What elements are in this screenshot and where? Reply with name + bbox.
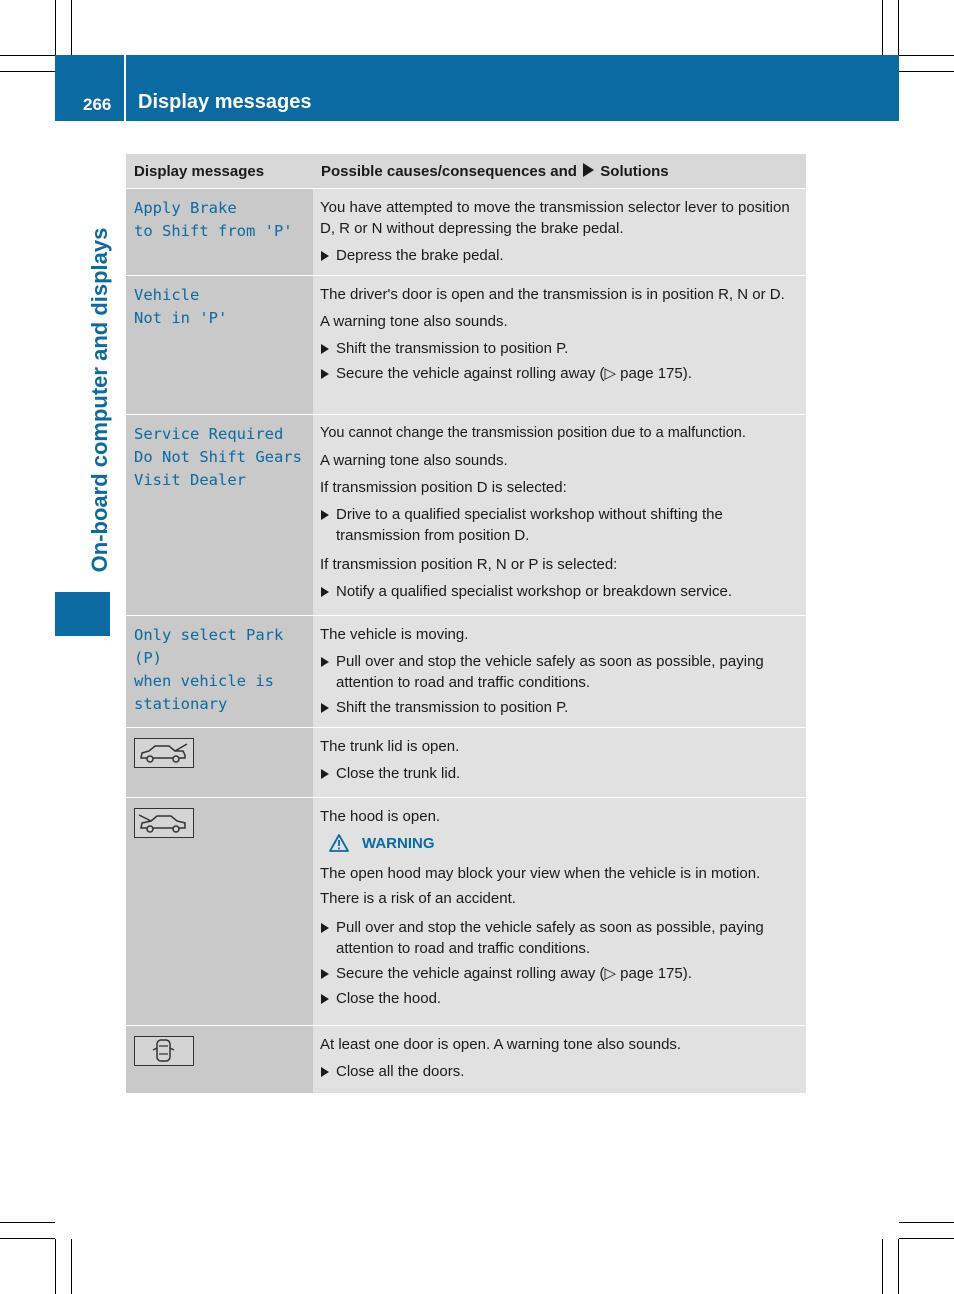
display-message: Only select Park (P) when vehicle is stationary [134,626,284,713]
warning-text: The open hood may block your view when the vehicle is in motion. There is a risk of an accident. [320,865,761,907]
table-row [126,276,806,415]
solution-step: Close the hood. [320,988,799,1009]
crop-mark [899,71,954,72]
message-cell [126,276,313,414]
trunk-open-icon [134,738,194,768]
display-message: Vehicle Not in 'P' [134,286,228,327]
column-header-solutions-text: Solutions [600,163,669,180]
crop-mark [882,0,883,55]
message-cell [126,616,313,727]
table-header [126,154,806,189]
cause-text: The trunk lid is open. [320,738,460,755]
table-row [126,728,806,798]
display-messages-table [126,154,806,1093]
crop-mark [882,1239,883,1294]
cause-text: If transmission position R, N or P is selected: [320,556,618,573]
crop-mark [0,71,55,72]
message-cell [126,728,313,797]
crop-mark [0,1238,55,1239]
cause-text: The driver's door is open and the transmission is in position R, N or D. [320,286,785,303]
crop-mark [898,1239,899,1294]
solution-step: Pull over and stop the vehicle safely as soon as possible, paying attention to road and traffic conditions. [320,917,799,959]
table-row [126,798,806,1026]
message-cell [126,1026,313,1093]
table-row [126,415,806,616]
display-message: Service Required Do Not Shift Gears Visit Dealer [134,425,302,489]
column-header-causes-text: Possible causes/consequences and [321,163,577,180]
description-cell [313,616,806,727]
description-cell [313,1026,806,1093]
cause-text: The hood is open. [320,808,441,825]
crop-mark [899,1222,954,1223]
message-cell [126,415,313,615]
hood-open-icon [134,808,194,838]
display-message: Apply Brake to Shift from 'P' [134,199,293,240]
crop-mark [71,0,72,55]
crop-mark [899,1238,954,1239]
description-cell [313,798,806,1025]
crop-mark [0,55,55,56]
crop-mark [55,1239,56,1294]
message-cell [126,798,313,1025]
table-row [126,189,806,276]
description-cell [313,189,806,275]
page-header [55,55,899,121]
chapter-label: On-board computer and displays [87,227,112,573]
warning-heading [328,833,799,853]
solution-step: Shift the transmission to position P. [320,697,799,718]
column-header-messages: Display messages [134,163,265,180]
warning-label: WARNING [362,834,435,852]
cause-text: A warning tone also sounds. [320,452,508,469]
crop-mark [898,0,899,55]
table-row [126,616,806,728]
page-number: 266 [83,95,112,114]
cause-text: A warning tone also sounds. [320,313,508,330]
section-title: Display messages [138,91,312,113]
crop-mark [899,55,954,56]
solution-step: Shift the transmission to position P. [320,338,799,359]
description-cell [313,728,806,797]
column-header-causes [313,154,806,188]
header-divider [124,55,126,121]
crop-mark [0,1222,55,1223]
solution-arrow-icon [583,163,594,177]
solution-step: Notify a qualified specialist workshop or breakdown service. [320,581,799,602]
solution-step: Pull over and stop the vehicle safely as soon as possible, paying attention to road and traffic conditions. [320,651,799,693]
description-cell [313,415,806,615]
solution-step: Secure the vehicle against rolling away (▷ page 175). [320,963,799,984]
cause-text: If transmission position D is selected: [320,479,567,496]
crop-mark [71,1239,72,1294]
solution-step: Secure the vehicle against rolling away (▷ page 175). [320,363,799,384]
solution-step: Close the trunk lid. [320,763,799,784]
cause-text: The vehicle is moving. [320,626,469,643]
chapter-tab [55,592,110,636]
solution-step: Depress the brake pedal. [320,245,799,266]
cause-text: You cannot change the transmission position due to a malfunction. [320,425,746,441]
door-open-icon [134,1036,194,1066]
warning-triangle-icon [328,833,350,853]
table-row [126,1026,806,1093]
solution-step: Drive to a qualified specialist workshop without shifting the transmission from position D. [320,504,799,546]
cause-text: At least one door is open. A warning tone also sounds. [320,1036,682,1053]
message-cell [126,189,313,275]
cause-text: You have attempted to move the transmission selector lever to position D, R or N without depressing the brake pedal. [320,199,790,237]
crop-mark [55,0,56,55]
description-cell [313,276,806,414]
solution-step: Close all the doors. [320,1061,799,1082]
